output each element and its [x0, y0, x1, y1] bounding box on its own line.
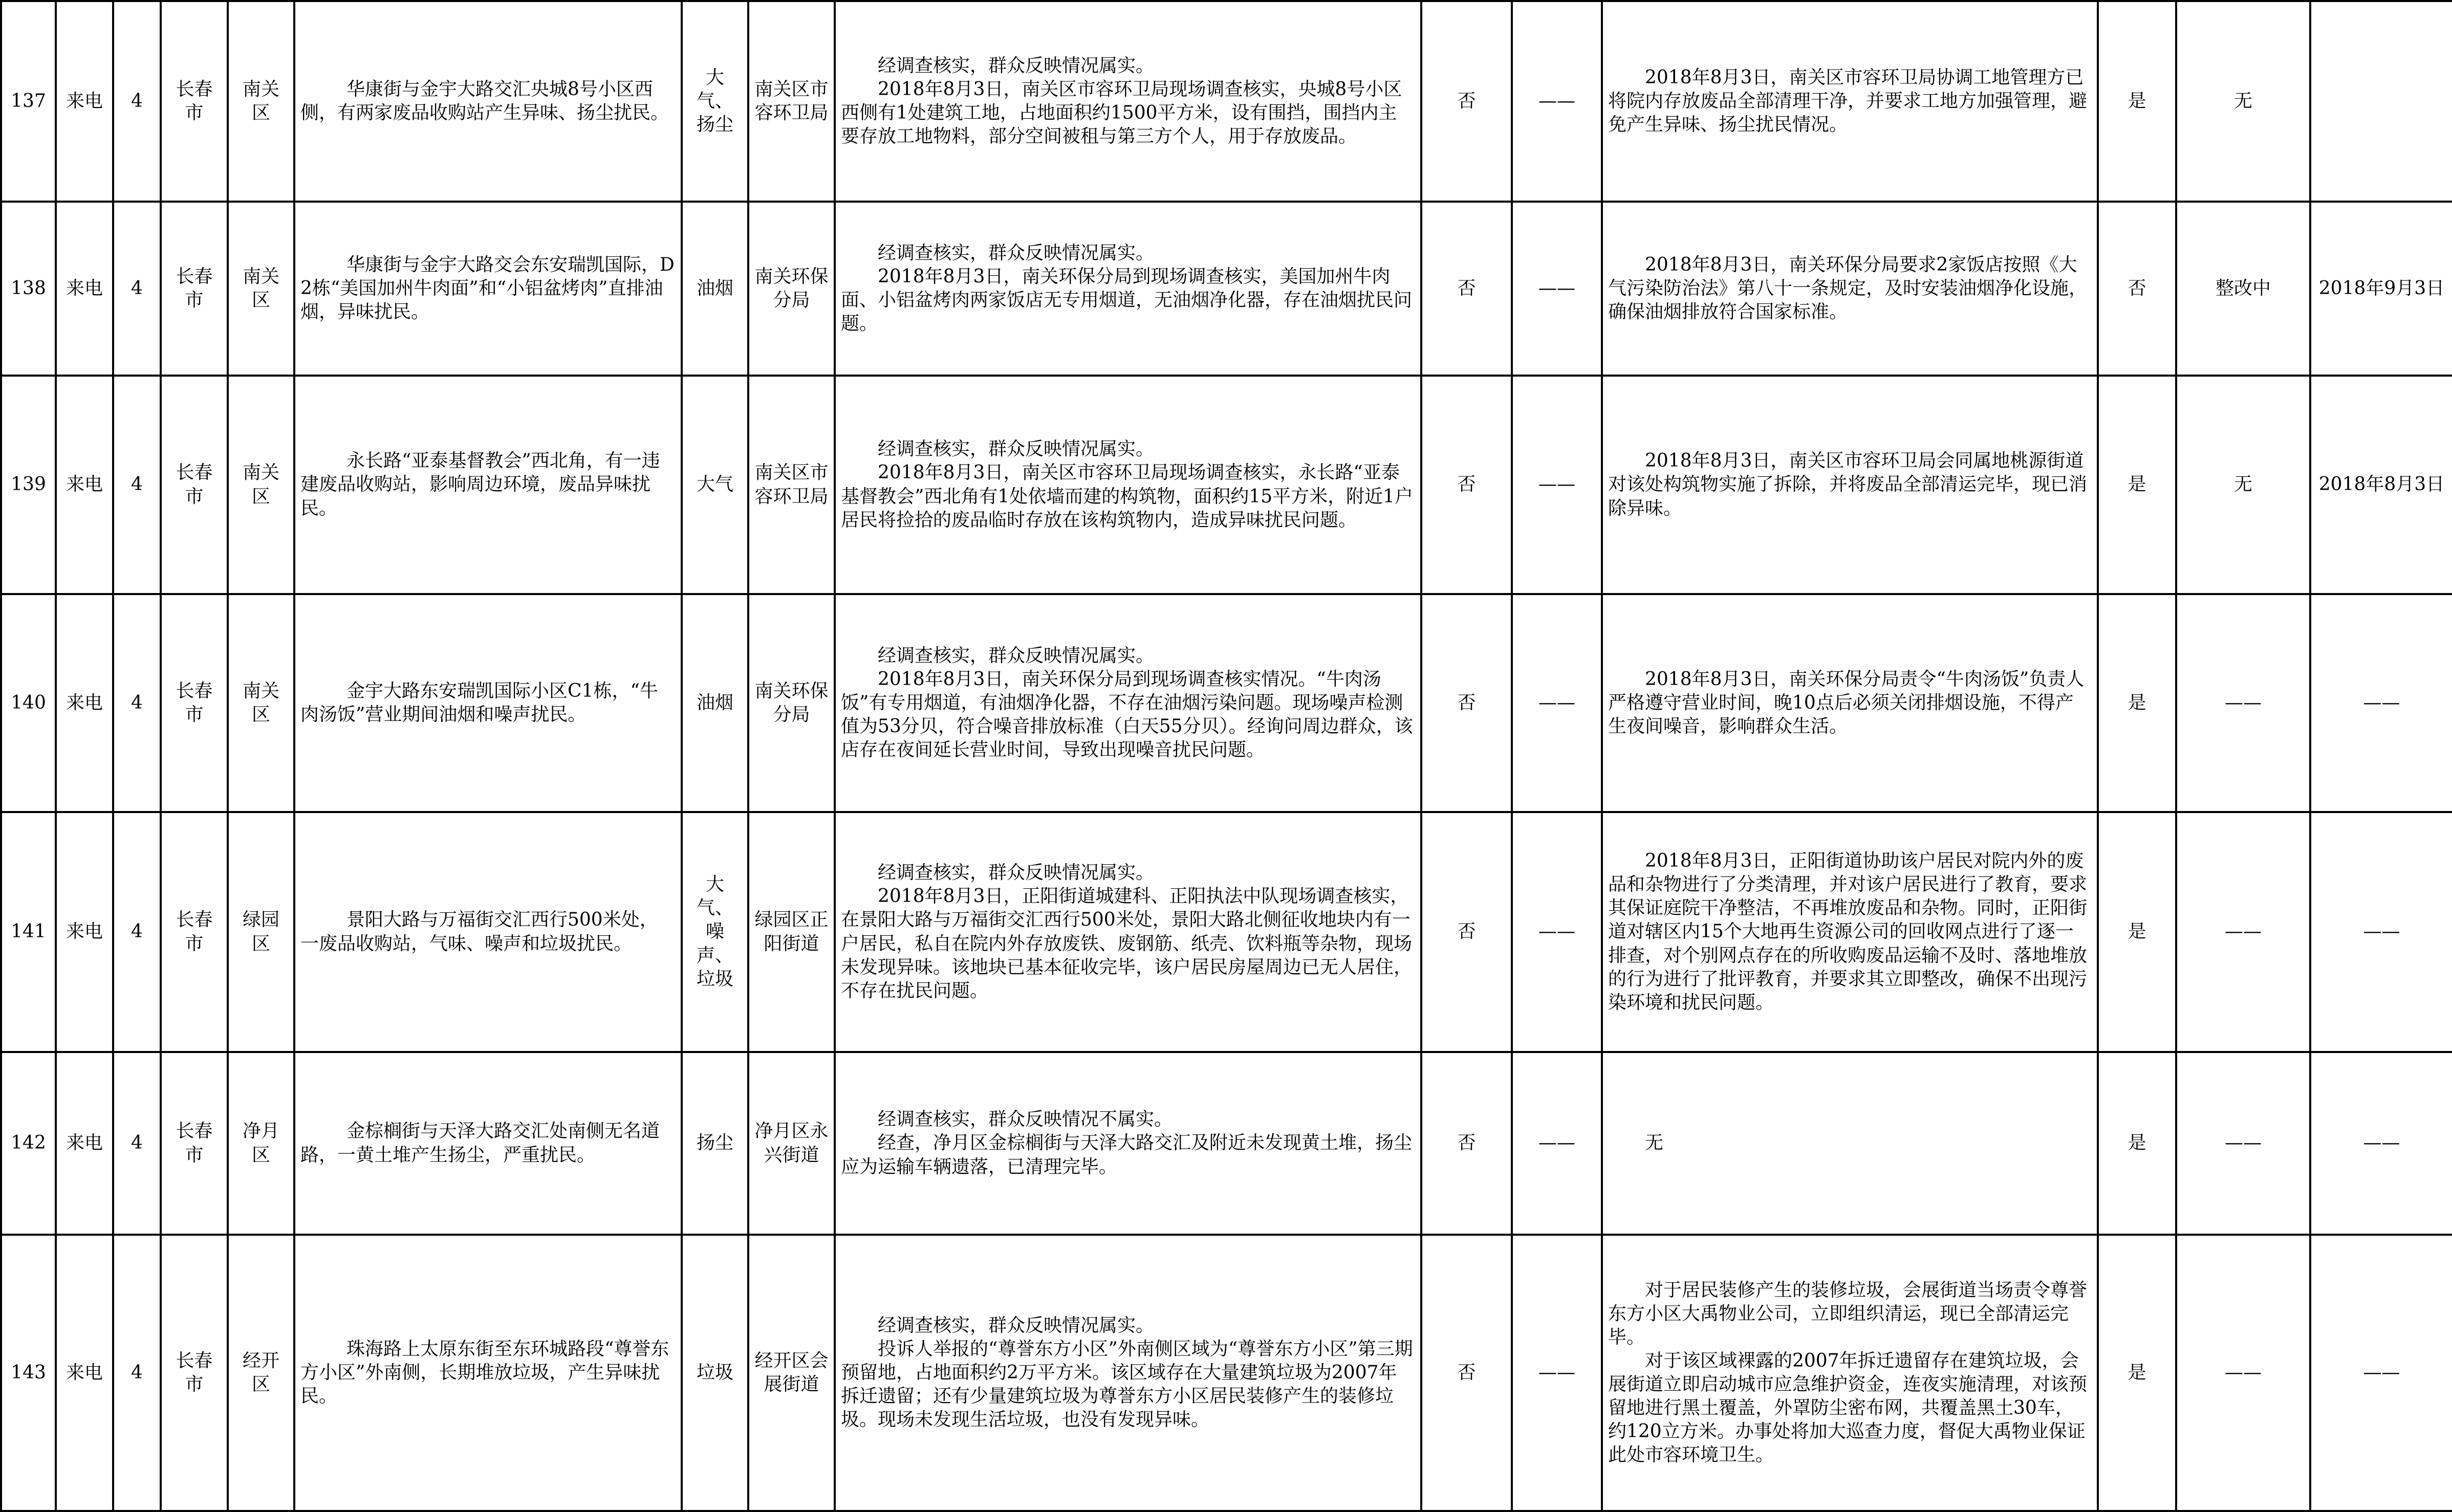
report-source: 来电 — [56, 1, 113, 202]
completed-flag: 是 — [2098, 376, 2176, 594]
findings-paragraph: 2018年8月3日，南关区市容环卫局现场调查核实，央城8号小区西侧有1处建筑工地，占地面积约1500平方米，设有围挡，围挡内主要存放工地物料，部分空间被租与第三方个人，用于存放废品。 — [841, 78, 1402, 147]
findings-paragraph: 经调查核实，群众反映情况属实。 — [878, 242, 1155, 264]
penalty-flag: 否 — [1421, 376, 1512, 594]
handling-unit: 南关区市容环卫局 — [748, 1, 835, 202]
pollution-category: 油烟 — [682, 594, 748, 812]
findings-paragraph: 经调查核实，群众反映情况属实。 — [878, 1314, 1155, 1336]
handling-unit: 南关环保分局 — [748, 594, 835, 812]
investigation-findings — [835, 1235, 1421, 1511]
handling-unit: 南关环保分局 — [748, 202, 835, 376]
complaint-description: 珠海路上太原东街至东环城路段“尊誉东方小区”外南侧，长期堆放垃圾，产生异味扰民。 — [294, 1235, 682, 1511]
pollution-category: 油烟 — [682, 202, 748, 376]
report-source: 来电 — [56, 594, 113, 812]
rectification-measures — [1602, 1, 2098, 202]
table-row — [1, 202, 2452, 376]
rectification-status: 整改中 — [2176, 202, 2310, 376]
findings-paragraph: 经查，净月区金棕榈街与天泽大路交汇及附近未发现黄土堆，扬尘应为运输车辆遗落，已清理完毕。 — [841, 1132, 1413, 1177]
findings-paragraph: 经调查核实，群众反映情况属实。 — [878, 55, 1155, 76]
city: 长春市 — [161, 812, 228, 1052]
measures-paragraph: 无 — [1645, 1132, 1664, 1154]
city: 长春市 — [161, 376, 228, 594]
findings-paragraph: 2018年8月3日，南关环保分局到现场调查核实情况。“牛肉汤饭”有专用烟道，有油烟净化器，不存在油烟污染问题。现场噪声检测值为53分贝，符合噪音排放标准（白天55分贝）。经询问周边群众，该店存在夜间延长营业时间，导致出现噪音扰民问题。 — [841, 668, 1413, 761]
investigation-findings — [835, 376, 1421, 594]
measures-paragraph: 对于该区域裸露的2007年拆迁遗留存在建筑垃圾，会展街道立即启动城市应急维护资金，连夜实施清理，对该预留地进行黑土覆盖，外罩防尘密布网，共覆盖黑土30车，约120立方米。办事处将加大巡查力度，督促大禹物业保证此处市容环境卫生。 — [1608, 1350, 2088, 1466]
rectification-status: —— — [2176, 812, 2310, 1052]
findings-paragraph: 投诉人举报的“尊誉东方小区”外南侧区域为“尊誉东方小区”第三期预留地，占地面积约2万平方米。该区域存在大量建筑垃圾为2007年拆迁遗留；还有少量建筑垃圾为尊誉东方小区居民装修产生的装修垃圾。现场未发现生活垃圾，也没有发现异味。 — [841, 1338, 1413, 1431]
measures-paragraph: 2018年8月3日，正阳街道协助该户居民对院内外的废品和杂物进行了分类清理，并对该户居民进行了教育，要求其保证庭院干净整洁，不再堆放废品和杂物。同时，正阳街道对辖区内15个大地再生资源公司的回收网点进行了逐一排查，对个别网点存在的所收购废品运输不及时、落地堆放的行为进行了批评教育，并要求其立即整改，确保不出现污染环境和扰民问题。 — [1608, 850, 2088, 1013]
measures-paragraph: 2018年8月3日，南关区市容环卫局会同属地桃源街道对该处构筑物实施了拆除，并将废品全部清运完毕，现已消除异味。 — [1608, 450, 2088, 519]
row-number: 140 — [1, 594, 56, 812]
penalty-flag: 否 — [1421, 202, 1512, 376]
table-row — [1, 1, 2452, 202]
handling-unit: 净月区永兴街道 — [748, 1052, 835, 1235]
table-row — [1, 1052, 2452, 1235]
completion-deadline: —— — [2310, 1052, 2452, 1235]
complaint-description: 金棕榈街与天泽大路交汇处南侧无名道路，一黄土堆产生扬尘，严重扰民。 — [294, 1052, 682, 1235]
measures-paragraph: 2018年8月3日，南关环保分局责令“牛肉汤饭”负责人严格遵守营业时间，晚10点后必须关闭排烟设施，不得产生夜间噪音，影响群众生活。 — [1608, 668, 2085, 737]
rectification-measures — [1602, 202, 2098, 376]
pollution-category: 垃圾 — [682, 1235, 748, 1511]
completed-flag: 是 — [2098, 594, 2176, 812]
complaint-description: 华康街与金宇大路交会东安瑞凯国际，D2栋“美国加州牛肉面”和“小铝盆烤肉”直排油烟，异味扰民。 — [294, 202, 682, 376]
investigation-findings — [835, 1, 1421, 202]
penalty-flag: 否 — [1421, 594, 1512, 812]
completed-flag: 是 — [2098, 812, 2176, 1052]
rectification-status: —— — [2176, 594, 2310, 812]
findings-paragraph: 2018年8月3日，正阳街道城建科、正阳执法中队现场调查核实，在景阳大路与万福街交汇西行500米处，景阳大路北侧征收地块内有一户居民，私自在院内外存放废铁、废钢筋、纸壳、饮料瓶等杂物，现场未发现异味。该地块已基本征收完毕，该户居民房屋周边已无人居住，不存在扰民问题。 — [841, 886, 1413, 1001]
investigation-findings — [835, 202, 1421, 376]
table-row — [1, 594, 2452, 812]
penalty-detail: —— — [1512, 812, 1602, 1052]
city: 长春市 — [161, 594, 228, 812]
row-number: 139 — [1, 376, 56, 594]
completion-deadline — [2310, 1, 2452, 202]
batch-number: 4 — [113, 1, 161, 202]
penalty-detail: —— — [1512, 202, 1602, 376]
batch-number: 4 — [113, 1235, 161, 1511]
rectification-measures — [1602, 594, 2098, 812]
rectification-status: 无 — [2176, 1, 2310, 202]
pollution-category: 大气、扬尘 — [682, 1, 748, 202]
findings-paragraph: 经调查核实，群众反映情况不属实。 — [878, 1109, 1173, 1130]
handling-unit: 经开区会展街道 — [748, 1235, 835, 1511]
measures-paragraph: 2018年8月3日，南关环保分局要求2家饭店按照《大气污染防治法》第八十一条规定，及时安装油烟净化设施，确保油烟排放符合国家标准。 — [1608, 254, 2088, 323]
penalty-detail: —— — [1512, 376, 1602, 594]
investigation-findings — [835, 1052, 1421, 1235]
district: 经开区 — [228, 1235, 294, 1511]
penalty-flag: 否 — [1421, 1235, 1512, 1511]
findings-paragraph: 经调查核实，群众反映情况属实。 — [878, 862, 1155, 884]
pollution-category: 大气、噪声、垃圾 — [682, 812, 748, 1052]
completion-deadline: —— — [2310, 812, 2452, 1052]
district: 绿园区 — [228, 812, 294, 1052]
rectification-measures — [1602, 1052, 2098, 1235]
penalty-flag: 否 — [1421, 1, 1512, 202]
batch-number: 4 — [113, 376, 161, 594]
investigation-findings — [835, 594, 1421, 812]
pollution-category: 扬尘 — [682, 1052, 748, 1235]
complaint-description: 景阳大路与万福街交汇西行500米处，一废品收购站，气味、噪声和垃圾扰民。 — [294, 812, 682, 1052]
completion-deadline: 2018年9月3日 — [2310, 202, 2452, 376]
complaint-description: 金宇大路东安瑞凯国际小区C1栋，“牛肉汤饭”营业期间油烟和噪声扰民。 — [294, 594, 682, 812]
findings-paragraph: 经调查核实，群众反映情况属实。 — [878, 645, 1155, 666]
completed-flag: 是 — [2098, 1, 2176, 202]
penalty-detail: —— — [1512, 1, 1602, 202]
penalty-flag: 否 — [1421, 1052, 1512, 1235]
handling-unit: 绿园区正阳街道 — [748, 812, 835, 1052]
rectification-status: 无 — [2176, 376, 2310, 594]
rectification-measures — [1602, 812, 2098, 1052]
penalty-detail: —— — [1512, 594, 1602, 812]
completion-deadline: 2018年8月3日 — [2310, 376, 2452, 594]
pollution-category: 大气 — [682, 376, 748, 594]
batch-number: 4 — [113, 812, 161, 1052]
complaint-description: 华康街与金宇大路交汇央城8号小区西侧，有两家废品收购站产生异味、扬尘扰民。 — [294, 1, 682, 202]
district: 净月区 — [228, 1052, 294, 1235]
report-source: 来电 — [56, 1052, 113, 1235]
city: 长春市 — [161, 1235, 228, 1511]
penalty-detail: —— — [1512, 1235, 1602, 1511]
batch-number: 4 — [113, 594, 161, 812]
completed-flag: 是 — [2098, 1235, 2176, 1511]
rectification-measures — [1602, 1235, 2098, 1511]
complaint-description: 永长路“亚泰基督教会”西北角，有一违建废品收购站，影响周边环境，废品异味扰民。 — [294, 376, 682, 594]
city: 长春市 — [161, 1, 228, 202]
district: 南关区 — [228, 202, 294, 376]
row-number: 141 — [1, 812, 56, 1052]
district: 南关区 — [228, 376, 294, 594]
table-body — [1, 1, 2452, 1511]
row-number: 138 — [1, 202, 56, 376]
penalty-flag: 否 — [1421, 812, 1512, 1052]
city: 长春市 — [161, 202, 228, 376]
table-row — [1, 1235, 2452, 1511]
rectification-status: —— — [2176, 1052, 2310, 1235]
findings-paragraph: 经调查核实，群众反映情况属实。 — [878, 439, 1155, 460]
penalty-detail: —— — [1512, 1052, 1602, 1235]
row-number: 143 — [1, 1235, 56, 1511]
measures-paragraph: 对于居民装修产生的装修垃圾，会展街道当场责令尊誉东方小区大禹物业公司，立即组织清运，现已全部清运完毕。 — [1608, 1279, 2088, 1348]
report-source: 来电 — [56, 202, 113, 376]
batch-number: 4 — [113, 1052, 161, 1235]
rectification-measures — [1602, 376, 2098, 594]
findings-paragraph: 2018年8月3日，南关环保分局到现场调查核实，美国加州牛肉面、小铝盆烤肉两家饭店无专用烟道，无油烟净化器，存在油烟扰民问题。 — [841, 266, 1413, 335]
row-number: 142 — [1, 1052, 56, 1235]
findings-paragraph: 2018年8月3日，南关区市容环卫局现场调查核实，永长路“亚泰基督教会”西北角有1处依墙而建的构筑物，面积约15平方米，附近1户居民将捡拾的废品临时存放在该构筑物内，造成异味扰民问题。 — [841, 462, 1414, 531]
report-source: 来电 — [56, 812, 113, 1052]
row-number: 137 — [1, 1, 56, 202]
completed-flag: 是 — [2098, 1052, 2176, 1235]
completion-deadline: —— — [2310, 1235, 2452, 1511]
handling-unit: 南关区市容环卫局 — [748, 376, 835, 594]
completed-flag: 否 — [2098, 202, 2176, 376]
measures-paragraph: 2018年8月3日，南关区市容环卫局协调工地管理方已将院内存放废品全部清理干净，并要求工地方加强管理，避免产生异味、扬尘扰民情况。 — [1608, 67, 2088, 136]
rectification-status: —— — [2176, 1235, 2310, 1511]
batch-number: 4 — [113, 202, 161, 376]
district: 南关区 — [228, 1, 294, 202]
report-source: 来电 — [56, 1235, 113, 1511]
report-source: 来电 — [56, 376, 113, 594]
investigation-findings — [835, 812, 1421, 1052]
city: 长春市 — [161, 1052, 228, 1235]
table-row — [1, 812, 2452, 1052]
completion-deadline: —— — [2310, 594, 2452, 812]
district: 南关区 — [228, 594, 294, 812]
table-row — [1, 376, 2452, 594]
